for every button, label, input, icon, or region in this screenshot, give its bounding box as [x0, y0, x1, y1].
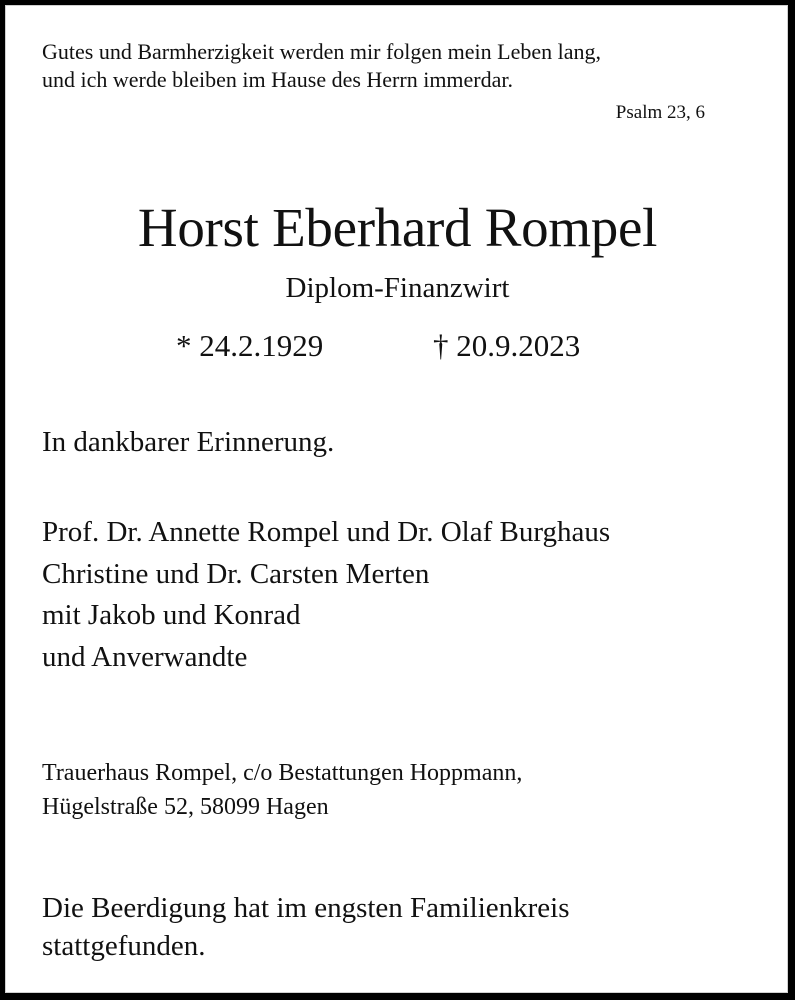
mourners-list — [42, 512, 610, 678]
mourner-line: und Anverwandte — [42, 640, 248, 673]
burial-line: stattgefunden. — [42, 930, 206, 962]
burial-notice — [42, 889, 570, 965]
address-line: Trauerhaus Rompel, c/o Bestattungen Hoppmann, — [42, 760, 523, 786]
deceased-name: Horst Eberhard Rompel — [137, 197, 658, 258]
verse-line: Gutes und Barmherzigkeit werden mir folgen mein Leben lang, — [42, 39, 601, 64]
bible-verse — [42, 38, 601, 94]
verse-reference: Psalm 23, 6 — [615, 102, 705, 123]
remembrance-text: In dankbarer Erinnerung. — [42, 426, 335, 458]
mourner-line: mit Jakob und Konrad — [42, 599, 301, 631]
obituary-notice — [5, 5, 788, 993]
mourner-line: Prof. Dr. Annette Rompel und Dr. Olaf Burghaus — [42, 516, 611, 548]
mourner-line: Christine und Dr. Carsten Merten — [42, 557, 430, 590]
verse-line: und ich werde bleiben im Hause des Herrn immerdar. — [42, 67, 514, 92]
mourning-address — [42, 756, 522, 824]
burial-line: Die Beerdigung hat im engsten Familienkreis — [42, 892, 570, 924]
death-date: † 20.9.2023 — [433, 328, 581, 363]
deceased-title: Diplom-Finanzwirt — [285, 272, 510, 304]
address-line: Hügelstraße 52, 58099 Hagen — [42, 794, 329, 820]
birth-date: * 24.2.1929 — [176, 328, 324, 363]
